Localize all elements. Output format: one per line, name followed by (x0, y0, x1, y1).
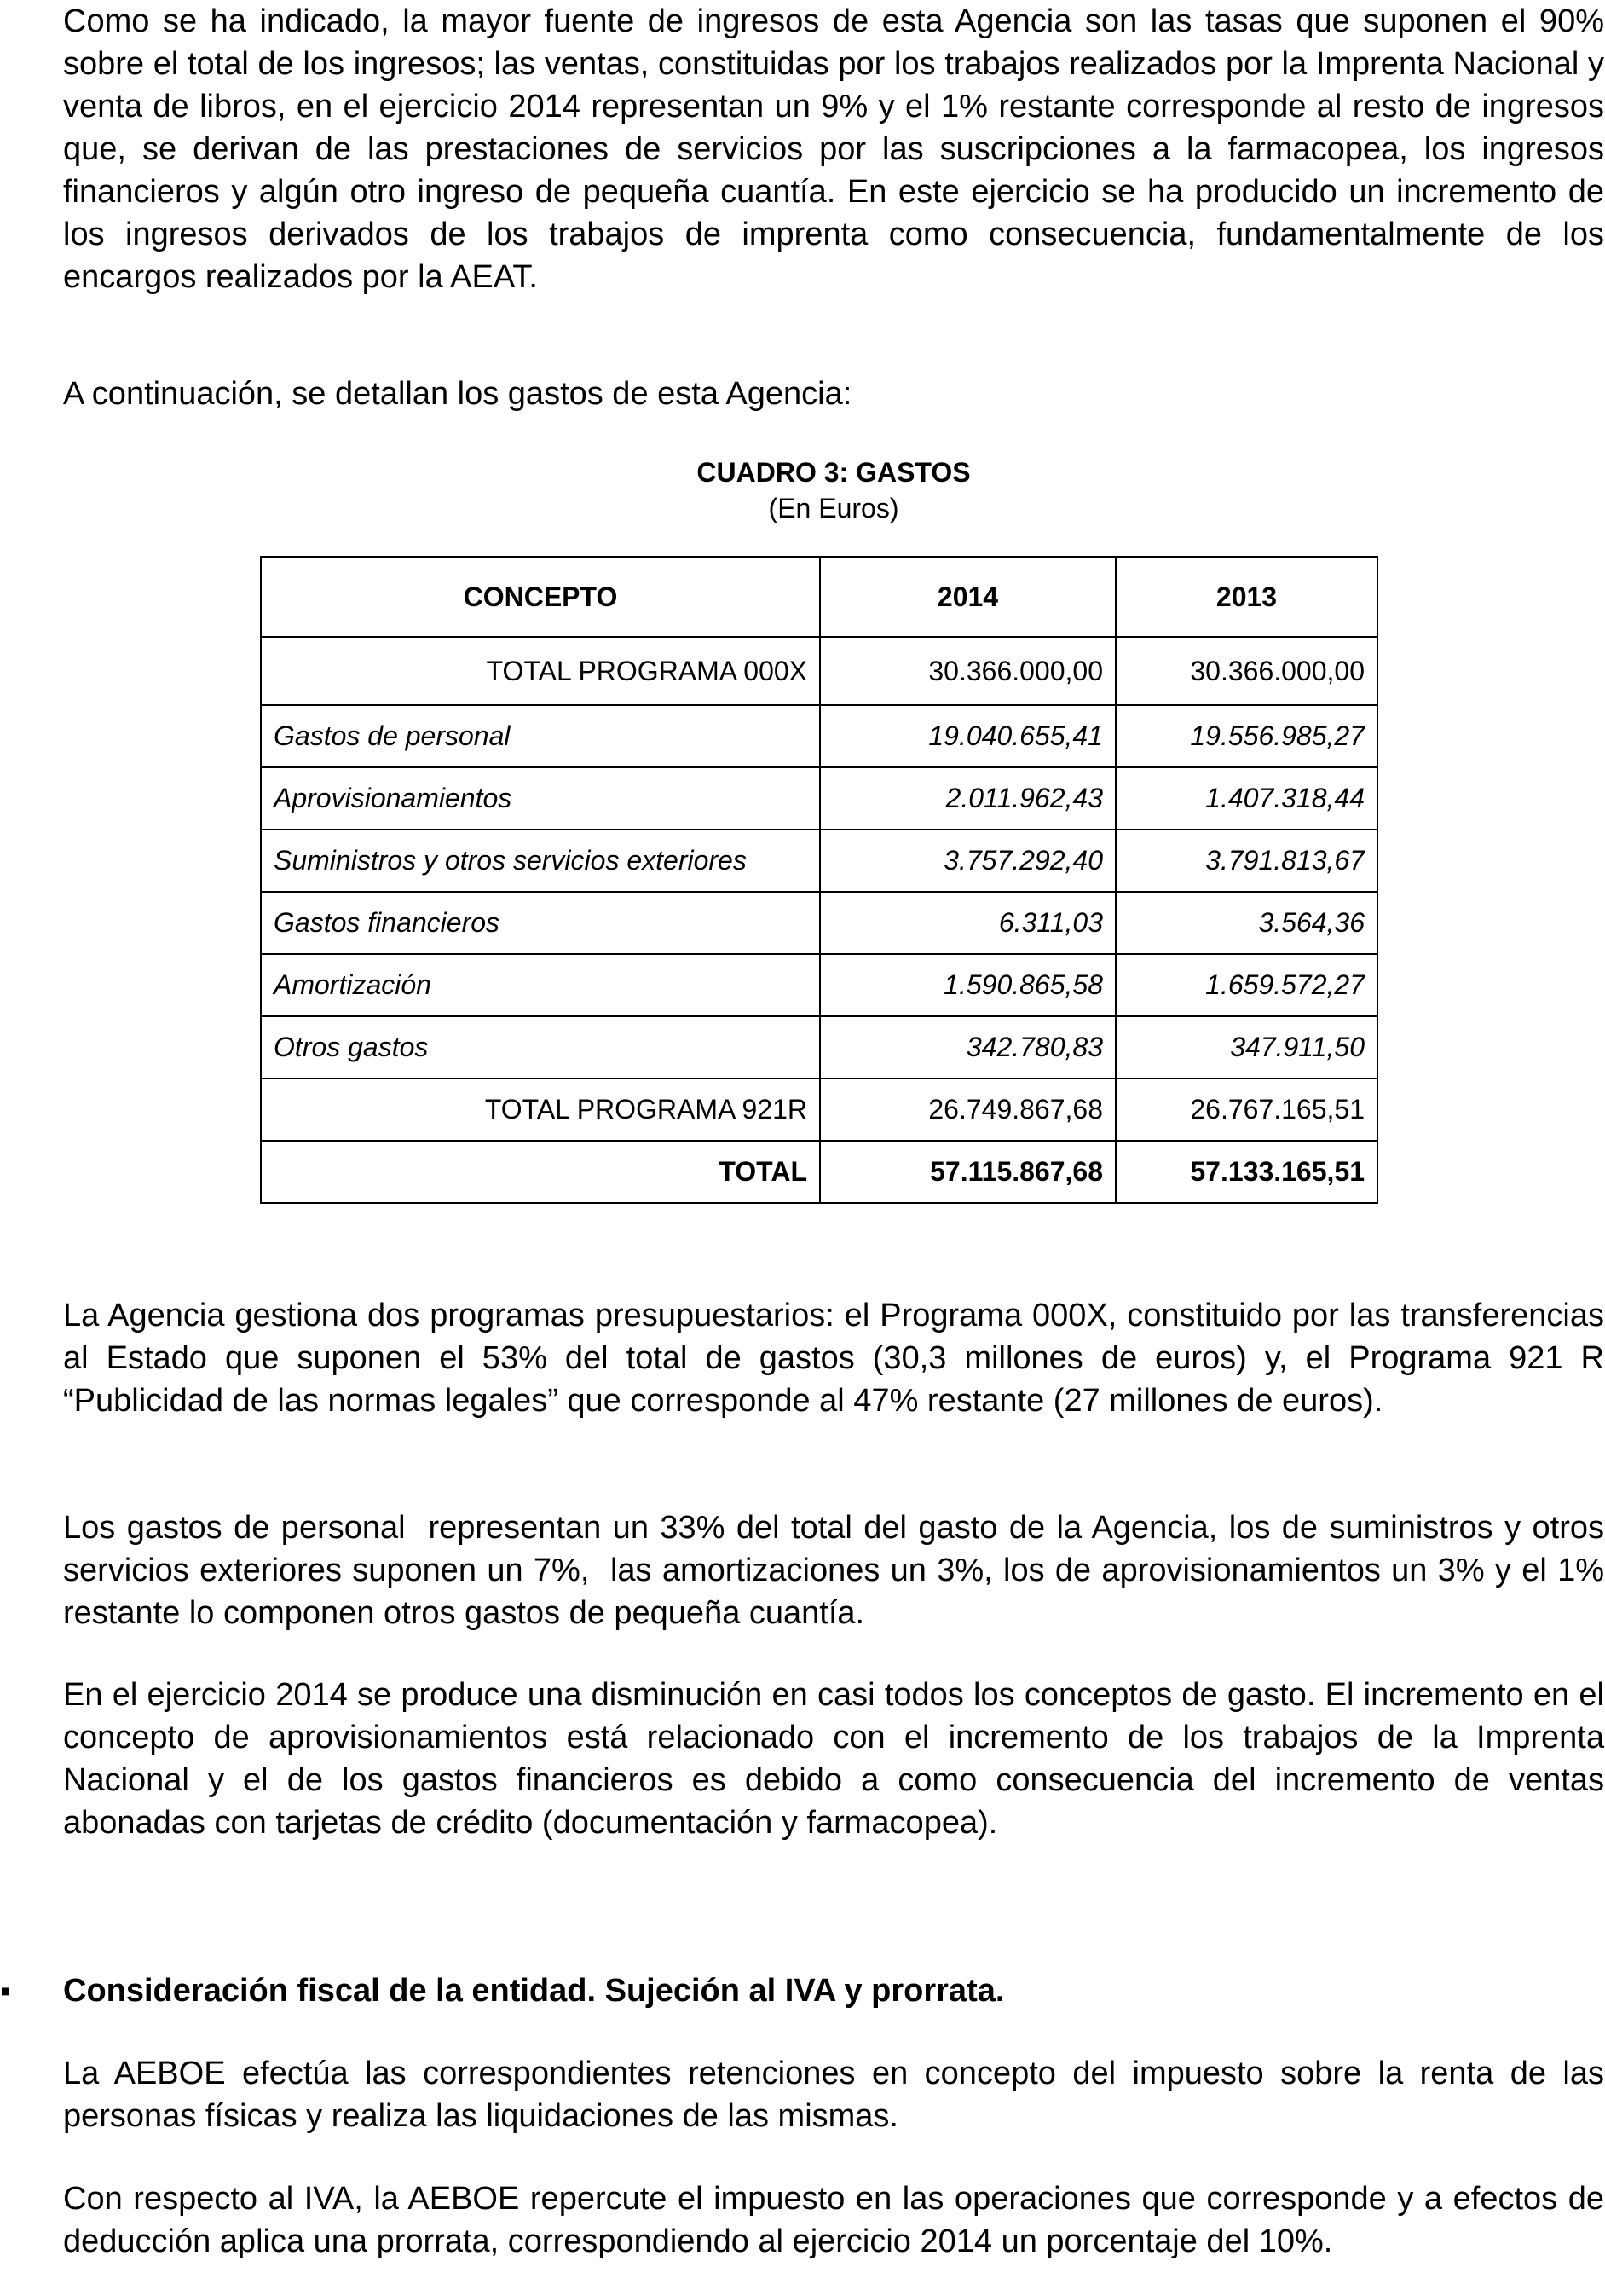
concept-cell: Gastos financieros (261, 892, 820, 954)
paragraph-iva: Con respecto al IVA, la AEBOE repercute el impuesto en las operaciones que corresponde y a efectos de deducción aplica una prorrata, correspondiendo al ejercicio 2014 un porcentaje del 10%. (63, 2181, 1604, 2259)
section-heading: Consideración fiscal de la entidad. Sujeción al IVA y prorrata. (63, 1973, 1005, 2009)
table-row (261, 892, 1377, 954)
value-2014-cell: 2.011.962,43 (820, 767, 1116, 830)
value-2013-cell: 26.767.165,51 (1116, 1079, 1377, 1141)
paragraph-ejercicio-2014: En el ejercicio 2014 se produce una disminución en casi todos los conceptos de gasto. El incremento en el concepto de aprovisionamientos está relacionado con el incremento de los trabajos de la Imprenta Nacional y el de los gastos financieros es debido a como consecuencia del incremento de ventas abonadas con tarjetas de crédito (documentación y farmacopea). (63, 1677, 1604, 1841)
table-title: CUADRO 3: GASTOS (696, 457, 971, 488)
concept-cell: TOTAL PROGRAMA 000X (261, 637, 820, 705)
table-row (261, 767, 1377, 830)
concept-cell: TOTAL (261, 1141, 820, 1203)
table-row (261, 1079, 1377, 1141)
table-subtitle: (En Euros) (768, 493, 899, 523)
gastos-table (260, 556, 1378, 1204)
concept-cell: Aprovisionamientos (261, 767, 820, 830)
table-row (261, 830, 1377, 892)
value-2013-cell: 347.911,50 (1116, 1016, 1377, 1079)
concept-cell: Gastos de personal (261, 705, 820, 767)
paragraph-ingresos: Como se ha indicado, la mayor fuente de ingresos de esta Agencia son las tasas que suponen el 90% sobre el total de los ingresos; las ventas, constituidas por los trabajos realizados por la Imprenta Nacional y venta de libros, en el ejercicio 2014 representan un 9% y el 1% restante corresponde al resto de ingresos que, se derivan de las prestaciones de servicios por las suscripciones a la farmacopea, los ingresos financieros y algún otro ingreso de pequeña cuantía. En este ejercicio se ha producido un incremento de los ingresos derivados de los trabajos de imprenta como consecuencia, fundamentalmente de los encargos realizados por la AEAT. (63, 3, 1604, 295)
value-2014-cell: 1.590.865,58 (820, 954, 1116, 1016)
concept-cell: Suministros y otros servicios exteriores (261, 830, 820, 892)
value-2013-cell: 30.366.000,00 (1116, 637, 1377, 705)
paragraph-intro-gastos: A continuación, se detallan los gastos de esta Agencia: (63, 376, 852, 412)
value-2014-cell: 26.749.867,68 (820, 1079, 1116, 1141)
table-total-row (261, 1141, 1377, 1203)
value-2014-cell: 3.757.292,40 (820, 830, 1116, 892)
table-row (261, 705, 1377, 767)
value-2013-cell: 3.564,36 (1116, 892, 1377, 954)
bullet-icon: ▪ (0, 1973, 11, 2008)
table-row (261, 637, 1377, 705)
column-header-concepto: CONCEPTO (261, 557, 820, 637)
value-2013-cell: 1.407.318,44 (1116, 767, 1377, 830)
table-header-row (261, 557, 1377, 637)
value-2013-cell: 19.556.985,27 (1116, 705, 1377, 767)
table-row (261, 954, 1377, 1016)
value-2014-cell: 19.040.655,41 (820, 705, 1116, 767)
column-header-2014: 2014 (820, 557, 1116, 637)
value-2013-cell: 1.659.572,27 (1116, 954, 1377, 1016)
concept-cell: TOTAL PROGRAMA 921R (261, 1079, 820, 1141)
concept-cell: Amortización (261, 954, 820, 1016)
value-2014-cell: 57.115.867,68 (820, 1141, 1116, 1203)
paragraph-retenciones: La AEBOE efectúa las correspondientes retenciones en concepto del impuesto sobre la renta de las personas físicas y realiza las liquidaciones de las mismas. (63, 2056, 1604, 2134)
value-2014-cell: 6.311,03 (820, 892, 1116, 954)
column-header-2013: 2013 (1116, 557, 1377, 637)
value-2014-cell: 30.366.000,00 (820, 637, 1116, 705)
table-row (261, 1016, 1377, 1079)
concept-cell: Otros gastos (261, 1016, 820, 1079)
table-caption (63, 454, 1604, 526)
value-2014-cell: 342.780,83 (820, 1016, 1116, 1079)
value-2013-cell: 57.133.165,51 (1116, 1141, 1377, 1203)
paragraph-programas: La Agencia gestiona dos programas presupuestarios: el Programa 000X, constituido por las transferencias al Estado que suponen el 53% del total de gastos (30,3 millones de euros) y, el Programa 921 R “Publicidad de las normas legales” que corresponde al 47% restante (27 millones de euros). (63, 1298, 1604, 1419)
paragraph-gastos-personal: Los gastos de personal representan un 33% del total del gasto de la Agencia, los de suministros y otros servicios exteriores suponen un 7%, las amortizaciones un 3%, los de aprovisionamientos un 3% y el 1% restante lo componen otros gastos de pequeña cuantía. (63, 1510, 1604, 1631)
value-2013-cell: 3.791.813,67 (1116, 830, 1377, 892)
